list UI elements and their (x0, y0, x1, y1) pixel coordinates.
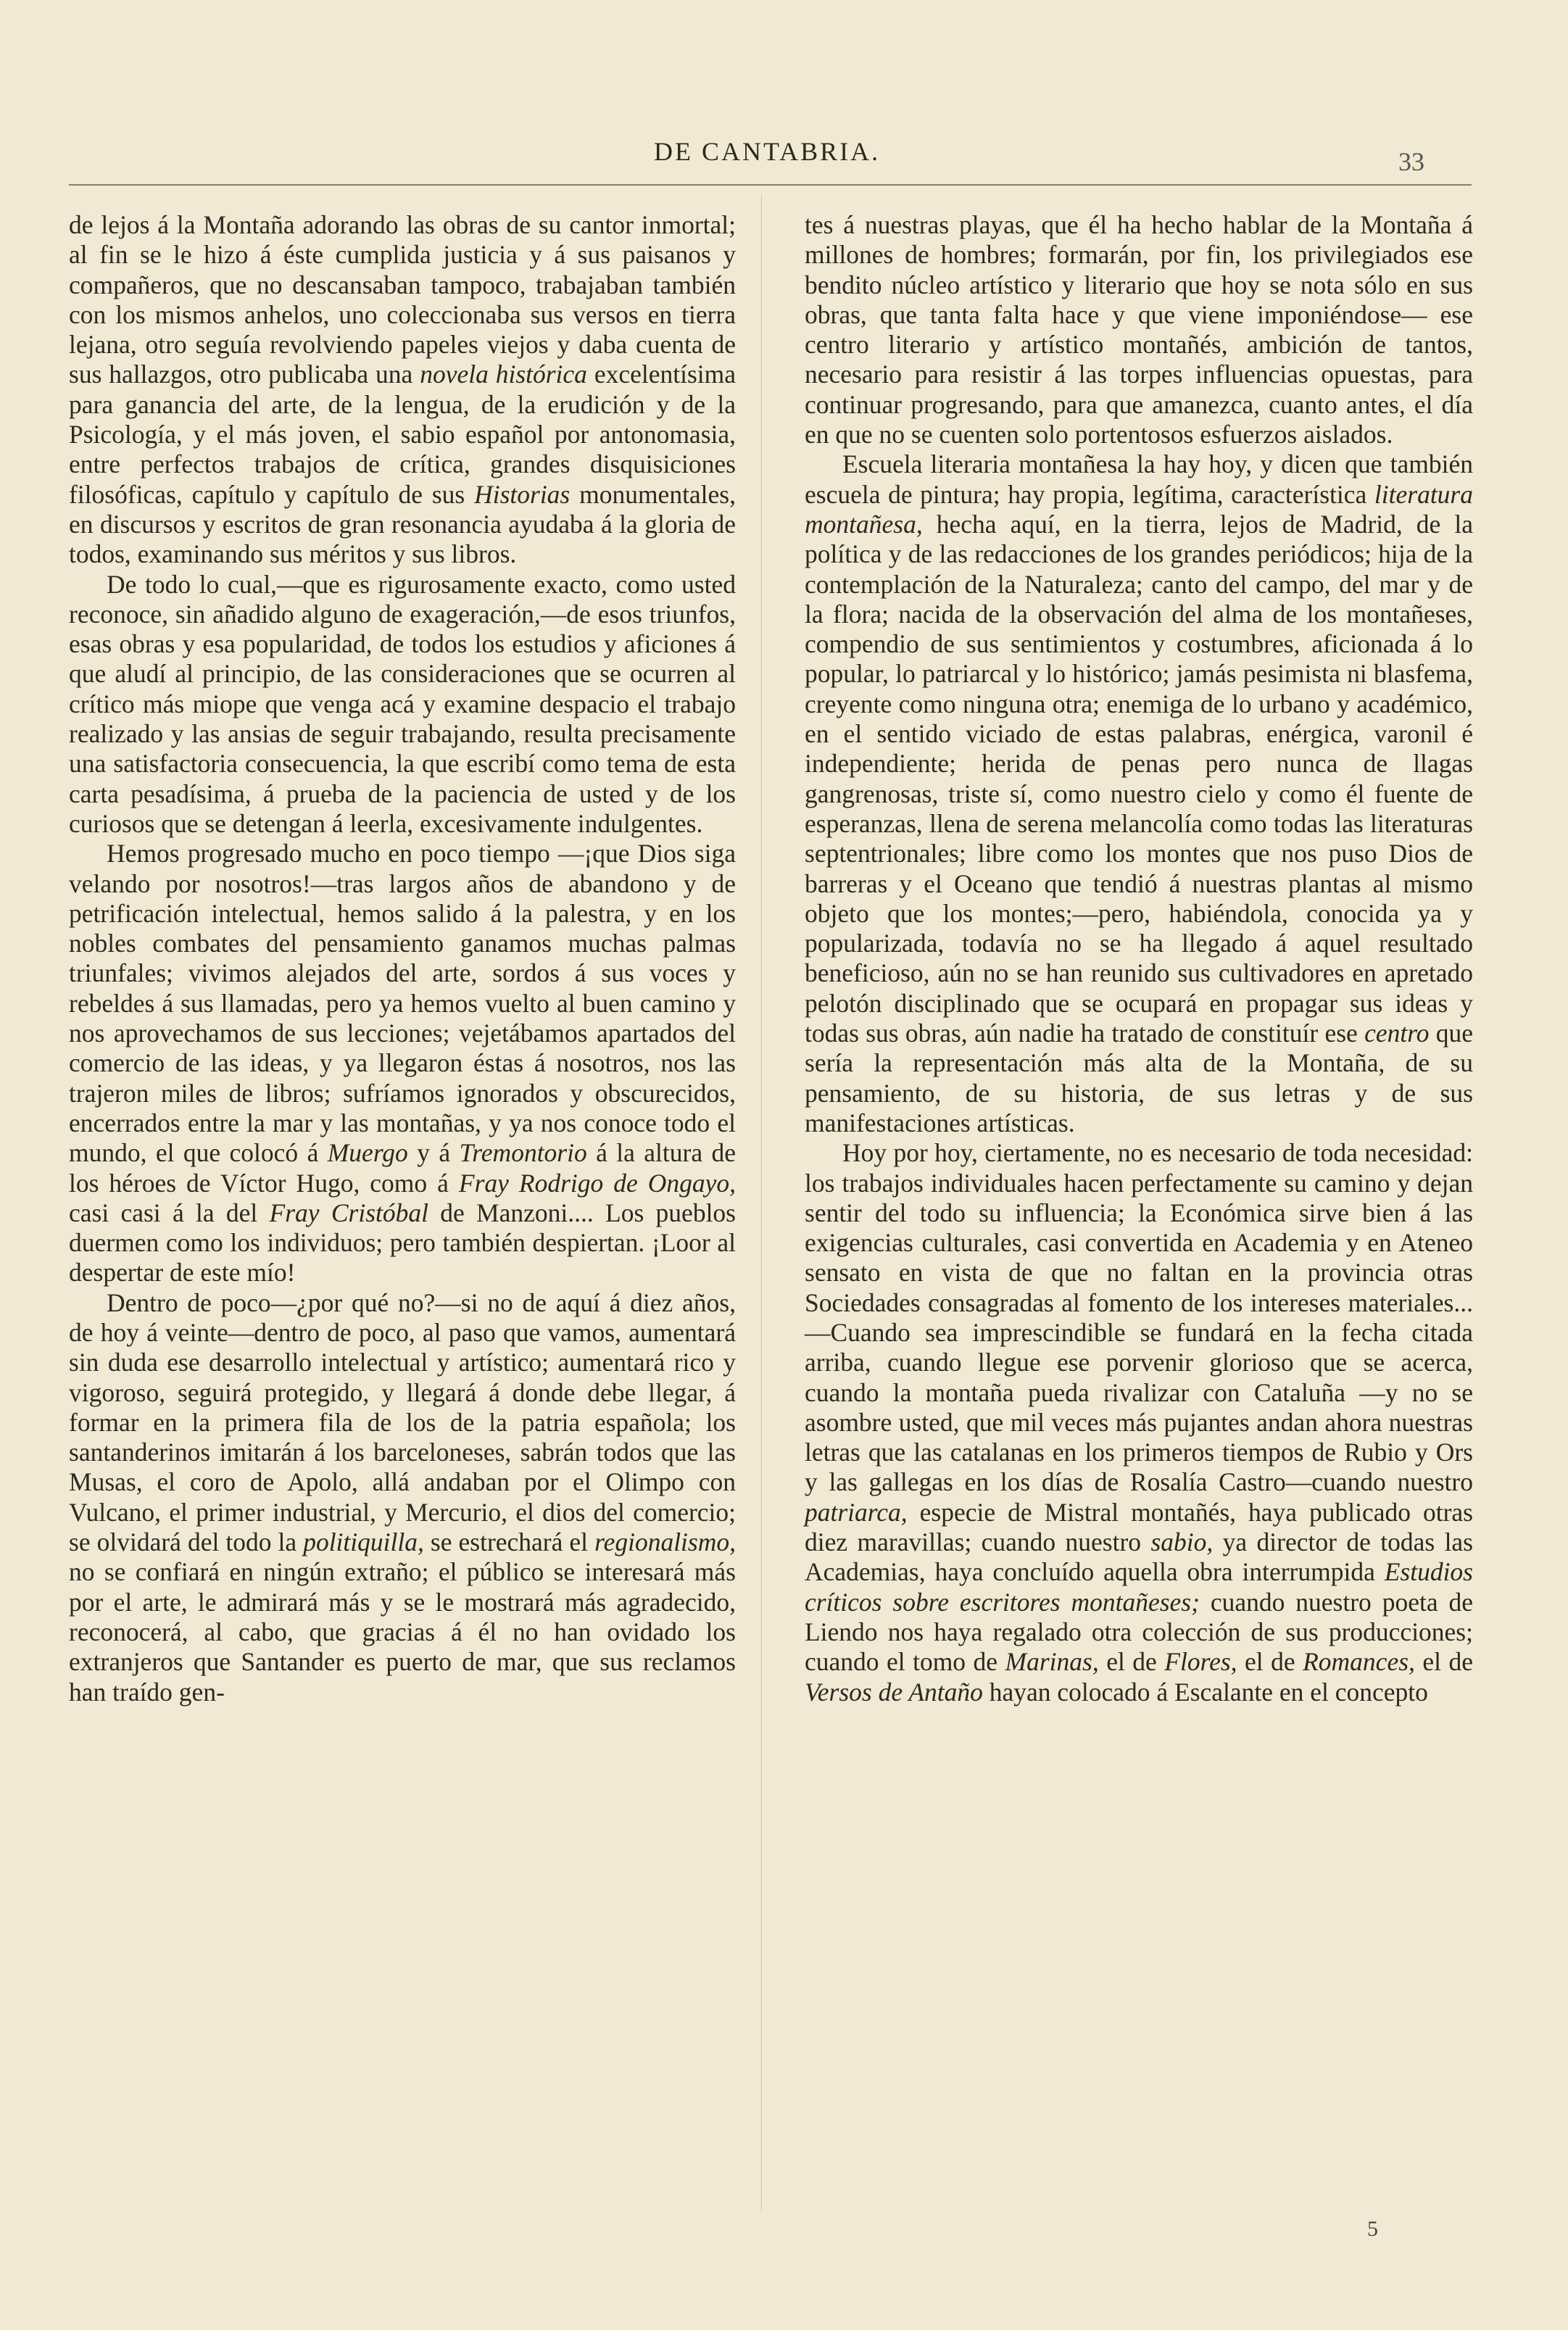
signature-mark: 5 (1367, 2217, 1378, 2241)
page-number: 33 (1398, 147, 1424, 176)
text-run: de lejos á la Montaña adorando las obras de su cantor inmortal; al fin se le hizo á éste cumplida justicia y á sus paisanos y compañeros, que no descansaban tampoco, trabajaban también con los mismos anhelos, uno coleccionaba sus versos en tierra lejana, otro seguía revolviendo papeles viejos y daba cuenta de sus hallazgos, otro publicaba una (69, 210, 736, 389)
paragraph (69, 1288, 736, 1707)
text-run: De todo lo cual,—que es rigurosamente exacto, como usted reconoce, sin añadido alguno de exageración,—de esos triunfos, esas obras y esa popularidad, de todos los estudios y aficiones á que aludí al principio, de las consideraciones que se ocurren al crítico más miope que venga acá y examine despacio el trabajo realizado y las ansias de seguir trabajando, resulta precisamente una satisfactoria consecuencia, la que escribí como tema de esta carta pesadísima, á prueba de la paciencia de usted y de los curiosos que se detengan á leerla, excesivamente indulgentes. (69, 569, 736, 838)
text-run: especie de Mistral montañés, haya publicado otras diez maravillas; cuando nuestro (805, 1497, 1473, 1557)
italic-text: Fray Cristóbal (269, 1198, 428, 1227)
text-run: á la altura de los héroes de Víctor Hugo, como á (69, 1138, 737, 1198)
text-run: Hoy por hoy, ciertamente, no es necesario de toda necesidad: los trabajos individuales hacen perfectamente su camino y dejan sentir del todo su influencia; la Económica sirve bien á las exigencias culturales, casi convertida en Academia y en Ateneo sensato en vista de que no faltan en la provincia otras Sociedades consagradas al fomento de los intereses materiales...—Cuando sea imprescindible se fundará en la fecha citada arriba, cuando llegue ese porvenir glorioso que se acerca, cuando la montaña pueda rivalizar con Cataluña —y no se asombre usted, que mil veces más pujantes andan ahora nuestras letras que las catalanas en los primeros tiempos de Rubio y Ors y las gallegas en los días de Rosalía Castro—cuando nuestro (805, 1138, 1473, 1497)
italic-text: Muergo (327, 1138, 408, 1168)
text-run: el de (1414, 1647, 1473, 1677)
italic-text: literatura montañesa, (805, 479, 1473, 539)
text-run: Dentro de poco—¿por qué no?—si no de aquí á diez años, de hoy á veinte—dentro de poco, al paso que vamos, aumentará sin duda ese desarrollo intelectual y artístico; aumentará rico y vigoroso, seguirá protegido, y llegará á donde debe llegar, á formar en la primera fila de los de la patria española; los santanderinos imitarán á los barceloneses, sabrán todos que las Musas, el coro de Apolo, allá andaban por el Olimpo con Vulcano, el primer industrial, y Mercurio, el dios del comercio; se olvidará del todo la (69, 1288, 736, 1557)
header-rule (69, 184, 1472, 186)
page-header (0, 136, 1568, 180)
italic-text: novela histórica (420, 360, 587, 389)
text-run: hecha aquí, en la tierra, lejos de Madrid, de la política y de las redacciones de los grandes periódicos; hija de la contemplación de la Naturaleza; canto del campo, del mar y de la flora; nacida de la observación del alma de los montañeses, compendio de sus sentimientos y costumbres, aficionada á lo popular, lo patriarcal y lo histórico; jamás pesimista ni blasfema, creyente como ninguna otra; enemiga de lo urbano y académico, en el sentido viciado de estas palabras, enérgica, varonil é independiente; herida de penas pero nunca de llagas gangrenosas, triste sí, como nuestro cielo y como él fuente de esperanzas, llena de serena melancolía como todas las literaturas septentrionales; libre como los montes que nos puso Dios de barreras y el Oceano que tendió á nuestras plantas al mismo objeto que los montes;—pero, habiéndola, conocida ya y popularizada, todavía no se ha llegado á aquel resultado beneficioso, aún no se han reunido sus cultivadores en apretado pelotón disciplinado que se ocupará en propagar sus ideas y todas sus obras, aún nadie ha tratado de constituír ese (805, 509, 1473, 1048)
paragraph (805, 1138, 1473, 1707)
running-title: DE CANTABRIA. (654, 137, 881, 166)
italic-text: sabio, (1150, 1527, 1214, 1557)
italic-text: Marinas, (1005, 1647, 1099, 1677)
paragraph (69, 570, 736, 839)
italic-text: Fray Rodrigo de Ongayo, (458, 1168, 736, 1198)
text-run: Hemos progresado mucho en poco tiempo —¡que Dios siga velando por nosotros!—tras largos años de abandono y de petrificación intelectual, hemos salido á la palestra, y en los nobles combates del pensamiento ganamos muchas palmas triunfales; vivimos alejados del arte, sordos á sus voces y rebeldes á sus llamadas, pero ya hemos vuelto al buen camino y nos aprovechamos de sus lecciones; vejetábamos apartados del comercio de las ideas, y ya llegaron éstas á nosotros, nos las trajeron miles de libros; sufríamos ignorados y obscurecidos, encerrados entre la mar y las montañas, y ya nos conoce todo el mundo, el que colocó á (69, 839, 736, 1168)
italic-text: Estudios críticos sobre escritores montañeses; (805, 1557, 1473, 1617)
text-run: casi casi á la del (69, 1198, 270, 1227)
text-run: ya director de todas las Academias, haya concluído aquella obra interrumpida (805, 1527, 1474, 1587)
text-run: tes á nuestras playas, que él ha hecho hablar de la Montaña á millones de hombres; formarán, por fin, los privilegiados ese bendito núcleo artístico y literario que hoy se nota sólo en sus obras, que tanta falta hace y que viene imponiéndose— ese centro literario y artístico montañés, ambición de tantos, necesario para resistir á las torpes influencias opuestas, para continuar progresando, para que amanezca, cuanto antes, el día en que no se cuenten solo portentosos esfuerzos aislados. (805, 210, 1473, 449)
text-run: el de (1237, 1647, 1303, 1677)
text-run: y á (407, 1138, 460, 1168)
paragraph (805, 449, 1473, 1138)
italic-text: regionalismo, (594, 1527, 736, 1557)
text-run: Escuela literaria montañesa la hay hoy, y dicen que también escuela de pintura; hay propia, legítima, característica (805, 449, 1473, 509)
text-run: de Manzoni.... Los pueblos duermen como los individuos; pero también despiertan. ¡Loor al despertar de este mío! (69, 1198, 736, 1288)
text-run: excelentísima para ganancia del arte, de la lengua, de la erudición y de la Psicología, y el más joven, el sabio español por antonomasia, entre perfectos trabajos de crítica, grandes disquisiciones filosóficas, capítulo y capítulo de sus (69, 360, 736, 509)
column-divider (761, 196, 762, 2211)
text-run: hayan colocado á Escalante en el concepto (982, 1677, 1428, 1707)
text-run: se estrechará el (423, 1527, 595, 1557)
italic-text: Flores, (1164, 1647, 1237, 1677)
text-run: no se confiará en ningún extraño; el público se interesará más por el arte, le admirará más y se le mostrará más agradecido, reconocerá, al cabo, que gracias á él no han ovidado los extranjeros que Santander es puerto de mar, que sus reclamos han traído gen- (69, 1557, 736, 1707)
italic-text: patriarca, (805, 1497, 908, 1527)
italic-text: politiquilla, (303, 1527, 424, 1557)
text-run: monumentales, en discursos y escritos de gran resonancia ayudaba á la gloria de todos, examinando sus méritos y sus libros. (69, 479, 736, 569)
italic-text: Versos de Antaño (805, 1677, 983, 1707)
paragraph (69, 839, 736, 1288)
paragraph (69, 210, 736, 570)
text-run: cuando nuestro poeta de Liendo nos haya regalado otra colección de sus producciones; cuando el tomo de (805, 1587, 1473, 1677)
text-run: que sería la representación más alta de la Montaña, de su pensamiento, de su historia, de sus letras y de sus manifestaciones artísticas. (805, 1019, 1473, 1137)
left-column (69, 210, 736, 1707)
right-column (805, 210, 1473, 1707)
italic-text: Romances, (1303, 1647, 1415, 1677)
italic-text: centro (1364, 1019, 1430, 1048)
text-run: el de (1098, 1647, 1165, 1677)
italic-text: Tremontorio (459, 1138, 587, 1168)
paragraph (805, 210, 1473, 449)
italic-text: Historias (474, 479, 571, 509)
